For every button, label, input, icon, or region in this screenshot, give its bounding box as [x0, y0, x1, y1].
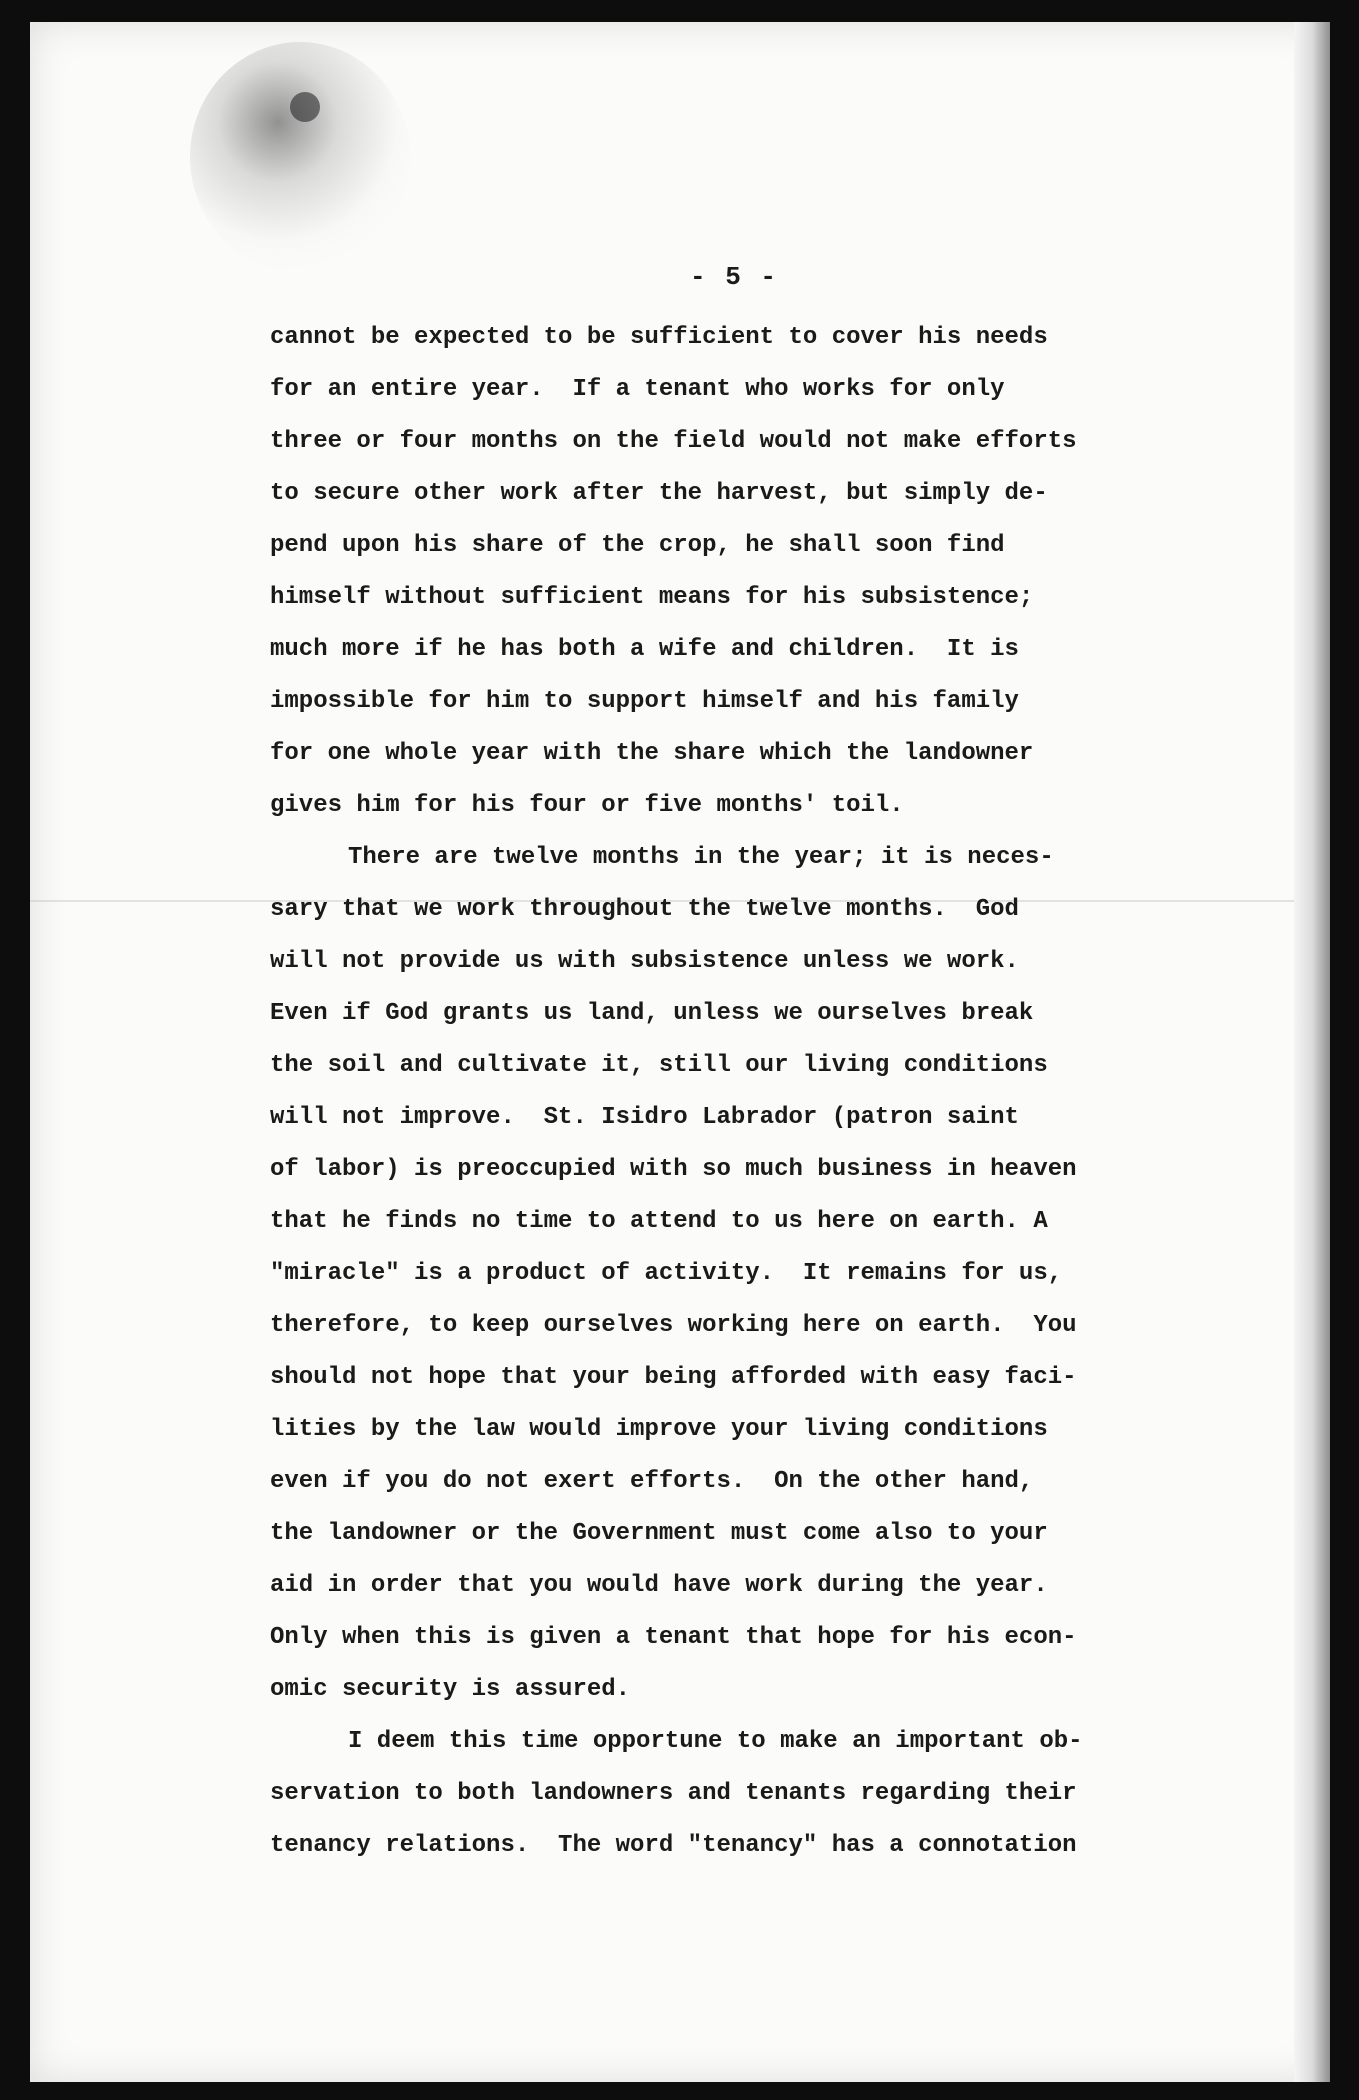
text-line: will not provide us with subsistence unless we work.: [270, 948, 1019, 975]
text-line: lities by the law would improve your living conditions: [270, 1416, 1048, 1443]
text-line: impossible for him to support himself and his family: [270, 688, 1019, 715]
text-line: much more if he has both a wife and children. It is: [270, 636, 1019, 663]
text-line: tenancy relations. The word "tenancy" has a connotation: [270, 1832, 1077, 1859]
text-line: omic security is assured.: [270, 1676, 631, 1703]
document-page: [30, 22, 1330, 2082]
text-line: I deem this time opportune to make an important ob-: [348, 1728, 1083, 1755]
text-line: for one whole year with the share which the landowner: [270, 740, 1034, 767]
text-line: the soil and cultivate it, still our living conditions: [270, 1052, 1048, 1079]
text-line: servation to both landowners and tenants regarding their: [270, 1780, 1077, 1807]
page-number: - 5 -: [690, 262, 779, 292]
text-line: for an entire year. If a tenant who works for only: [270, 376, 1005, 403]
text-line: sary that we work throughout the twelve months. God: [270, 896, 1019, 923]
text-line: should not hope that your being afforded with easy faci-: [270, 1364, 1077, 1391]
text-line: Only when this is given a tenant that hope for his econ-: [270, 1624, 1077, 1651]
text-line: aid in order that you would have work during the year.: [270, 1572, 1048, 1599]
text-line: three or four months on the field would not make efforts: [270, 428, 1077, 455]
text-line: cannot be expected to be sufficient to cover his needs: [270, 324, 1048, 351]
text-line: the landowner or the Government must come also to your: [270, 1520, 1048, 1547]
text-line: therefore, to keep ourselves working here on earth. You: [270, 1312, 1077, 1339]
page-edge: [1294, 22, 1330, 2082]
text-line: that he finds no time to attend to us here on earth. A: [270, 1208, 1048, 1235]
ink-stain: [190, 42, 410, 272]
text-line: even if you do not exert efforts. On the other hand,: [270, 1468, 1034, 1495]
ink-blot: [290, 92, 320, 122]
text-line: of labor) is preoccupied with so much business in heaven: [270, 1156, 1077, 1183]
text-line: himself without sufficient means for his subsistence;: [270, 584, 1034, 611]
text-line: "miracle" is a product of activity. It remains for us,: [270, 1260, 1063, 1287]
body-text: [270, 312, 1210, 1872]
text-line: to secure other work after the harvest, but simply de-: [270, 480, 1048, 507]
text-line: will not improve. St. Isidro Labrador (patron saint: [270, 1104, 1019, 1131]
text-line: pend upon his share of the crop, he shall soon find: [270, 532, 1005, 559]
text-line: gives him for his four or five months' toil.: [270, 792, 904, 819]
text-line: Even if God grants us land, unless we ourselves break: [270, 1000, 1034, 1027]
text-line: There are twelve months in the year; it is neces-: [348, 844, 1054, 871]
